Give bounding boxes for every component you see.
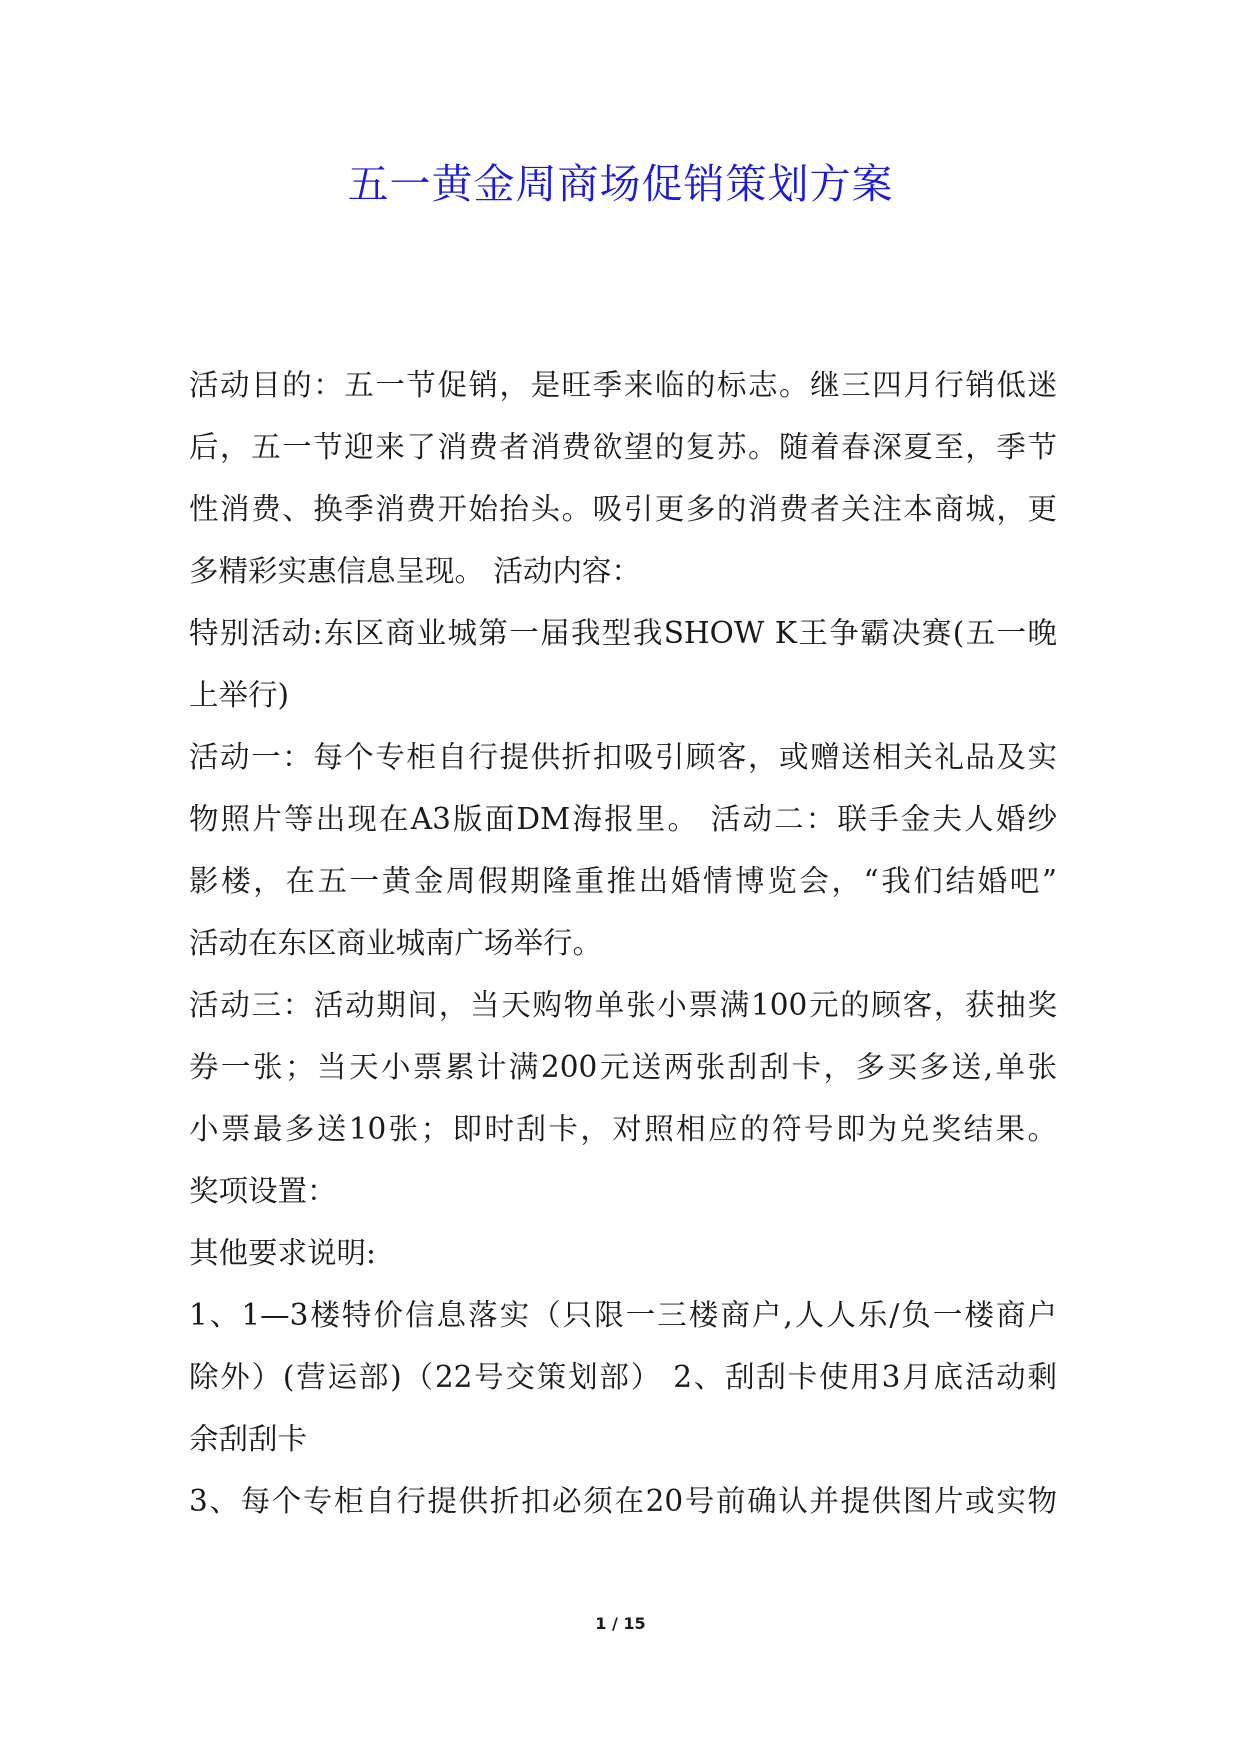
body-line: 3、每个专柜自行提供折扣必须在20号前确认并提供图片或实物 xyxy=(189,1484,1057,1518)
body-line: 上举行) xyxy=(189,678,290,712)
body-line: 活动目的：五一节促销，是旺季来临的标志。继三四月行销低迷 xyxy=(189,368,1057,402)
body-line: 影楼，在五一黄金周假期隆重推出婚情博览会，“我们结婚吧” xyxy=(189,864,1057,898)
body-line: 后，五一节迎来了消费者消费欲望的复苏。随着春深夏至，季节 xyxy=(189,430,1057,464)
body-line: 物照片等出现在A3版面DM海报里。 活动二：联手金夫人婚纱 xyxy=(189,802,1057,836)
page-number: 1 / 15 xyxy=(595,1614,646,1633)
body-line: 活动三：活动期间，当天购物单张小票满100元的顾客，获抽奖 xyxy=(189,988,1057,1022)
body-line: 除外）(营运部)（22号交策划部） 2、刮刮卡使用3月底活动剩 xyxy=(189,1360,1057,1394)
body-line: 多精彩实惠信息呈现。 活动内容： xyxy=(189,554,641,588)
body-line: 活动一：每个专柜自行提供折扣吸引顾客，或赠送相关礼品及实 xyxy=(189,740,1057,774)
body-line: 其他要求说明: xyxy=(189,1236,376,1270)
body-line: 券一张；当天小票累计满200元送两张刮刮卡，多买多送,单张 xyxy=(189,1050,1057,1084)
body-line: 1、1—3楼特价信息落实（只限一三楼商户,人人乐/负一楼商户 xyxy=(189,1298,1057,1332)
body-line: 余刮刮卡 xyxy=(189,1422,308,1456)
body-line: 奖项设置： xyxy=(189,1174,337,1208)
body-line: 小票最多送10张；即时刮卡，对照相应的符号即为兑奖结果。 xyxy=(189,1112,1057,1146)
document-body xyxy=(189,354,1057,1532)
body-line: 性消费、换季消费开始抬头。吸引更多的消费者关注本商城，更 xyxy=(189,492,1057,526)
body-line: 特别活动:东区商业城第一届我型我SHOW K王争霸决赛(五一晚 xyxy=(189,616,1057,650)
document-title: 五一黄金周商场促销策划方案 xyxy=(347,160,894,208)
body-line: 活动在东区商业城南广场举行。 xyxy=(189,926,603,960)
